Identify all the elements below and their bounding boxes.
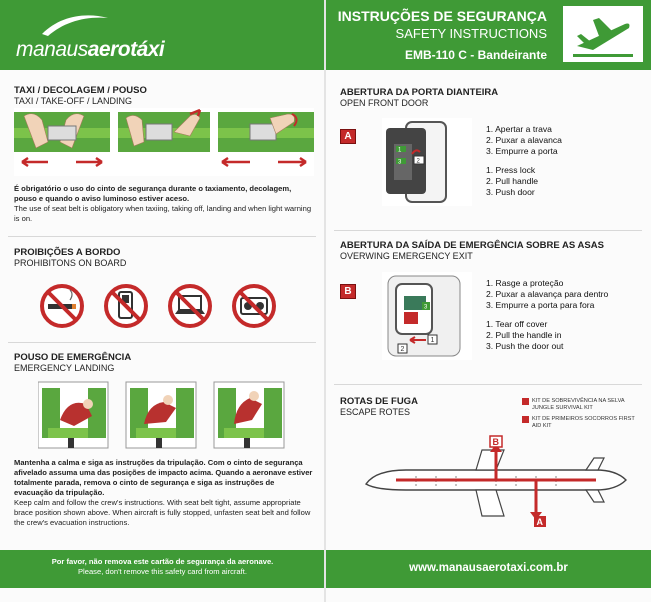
- door-a-label: A: [340, 129, 356, 144]
- front-door-step-pt-3: 3. Empurre a porta: [486, 146, 558, 156]
- taxi-title: TAXI / DECOLAGEM / POUSO: [14, 85, 147, 96]
- title-en: SAFETY INSTRUCTIONS: [395, 26, 547, 41]
- wing-exit-step-en-3: 3. Push the door out: [486, 341, 564, 351]
- wing-exit-step-en-2: 2. Pull the handle in: [486, 330, 562, 340]
- escape-route-map: [356, 432, 636, 532]
- prohibitions-title: PROIBIÇÕES A BORDO: [14, 247, 121, 258]
- emergency-landing-title: POUSO DE EMERGÊNCIA: [14, 352, 132, 363]
- first-aid-kit-icon: [522, 416, 529, 423]
- emergency-landing-text-en: Keep calm and follow the crew's instructions. With seat belt tight, assume appropriate brace position shown above. When aircraft is fully stopped, unfasten seat belt and follow the crew's evacuation instructions.: [14, 498, 311, 527]
- left-panel: [0, 0, 325, 602]
- left-footer-text: [0, 557, 325, 577]
- brace-position-2: [126, 382, 196, 448]
- emergency-landing-text-pt: Mantenha a calma e siga as instruções da tripulação. Com o cinto de segurança afivelado assuma uma das posições de impacto acima. Quando a aeronave estiver totalmente parada, remova o cinto de segurança e siga as instruções de evacuação da tripulação.: [14, 458, 313, 497]
- escape-legend: [522, 398, 642, 430]
- wing-exit-steps: [486, 278, 608, 352]
- exit-a-marker-label: A: [536, 517, 543, 527]
- prohibitions-section: [14, 247, 314, 269]
- brace-position-3: [214, 382, 284, 448]
- footer-text-en: Please, don't remove this safety card from aircraft.: [77, 567, 247, 576]
- departure-plane-box: [563, 6, 643, 62]
- legend-firstaid-text: KIT DE PRIMEIROS SOCORROS FIRST AID KIT: [532, 416, 635, 429]
- wing-exit-section: [340, 240, 640, 262]
- no-smoking-icon: [42, 286, 82, 326]
- taxi-text: [14, 184, 314, 224]
- brand-header: [0, 0, 325, 66]
- wing-exit-mark-2: 2: [400, 346, 405, 353]
- wing-exit-mark-1: 1: [430, 337, 435, 344]
- wing-exit-title: ABERTURA DA SAÍDA DE EMERGÊNCIA SOBRE AS ASAS: [340, 240, 604, 251]
- front-door-mark-3: 3: [398, 159, 402, 166]
- front-door-mark-2: 2: [416, 158, 420, 165]
- prohibitions-subtitle: PROHIBITONS ON BOARD: [14, 258, 127, 268]
- brand-logo: [16, 38, 164, 62]
- website-url[interactable]: www.manausaerotaxi.com.br: [409, 562, 568, 574]
- legend-survival-kit: [522, 398, 642, 412]
- legend-survival-text: KIT DE SOBREVIVÊNCIA NA SELVA JUNGLE SURVIVAL KIT: [532, 398, 625, 411]
- title-pt: INSTRUÇÕES DE SEGURANÇA: [337, 8, 547, 24]
- divider: [334, 384, 642, 385]
- front-door-title: ABERTURA DA PORTA DIANTEIRA: [340, 87, 499, 98]
- front-door-mark-1: 1: [398, 147, 402, 154]
- right-footer: [326, 550, 651, 588]
- wing-exit-illustration: [382, 272, 472, 360]
- escape-subtitle: ESCAPE ROTES: [340, 407, 411, 417]
- belt-tighten-panel: [118, 110, 210, 152]
- divider: [334, 230, 642, 231]
- left-footer: [0, 550, 325, 588]
- no-radio-icon: [234, 286, 274, 326]
- departure-plane-icon: [563, 6, 643, 62]
- survival-kit-icon: [522, 398, 529, 405]
- emergency-landing-text: [14, 458, 314, 528]
- exit-b-label: B: [340, 284, 356, 299]
- front-door-illustration: [382, 118, 472, 206]
- taxi-subtitle: TAXI / TAKE-OFF / LANDING: [14, 96, 133, 106]
- wing-exit-step-pt-2: 2. Puxar a alavança para dentro: [486, 289, 609, 299]
- front-door-step-pt-2: 2. Puxar a alavanca: [486, 135, 562, 145]
- front-door-step-en-1: 1. Press lock: [486, 165, 536, 175]
- emergency-landing-section: [14, 352, 314, 374]
- logo-swoosh-icon: [40, 10, 110, 38]
- exit-b-marker-label: B: [492, 437, 499, 447]
- brace-position-illustration: [38, 380, 288, 452]
- wing-exit-step-pt-1: 1. Rasge a proteção: [486, 278, 564, 288]
- taxi-section: [14, 85, 314, 107]
- front-door-section: [340, 87, 640, 109]
- no-laptop-icon: [170, 286, 210, 326]
- brace-position-1: [38, 382, 108, 448]
- seatbelt-illustration: [14, 108, 314, 176]
- taxi-text-en: The use of seat belt is obligatory when taxiing, taking off, landing and when light warning is on.: [14, 204, 312, 223]
- front-door-steps: [486, 124, 562, 198]
- taxi-text-pt: É obrigatório o uso do cinto de segurança durante o taxiamento, decolagem, pouso e quando o aviso luminoso estiver aceso.: [14, 184, 292, 203]
- front-door-step-en-3: 3. Push door: [486, 187, 535, 197]
- front-door-subtitle: OPEN FRONT DOOR: [340, 98, 429, 108]
- footer-text-pt: Por favor, não remova este cartão de segurança da aeronave.: [51, 557, 274, 566]
- legend-first-aid-kit: [522, 416, 642, 430]
- aircraft-model: EMB-110 C - Bandeirante: [404, 48, 547, 62]
- wing-exit-subtitle: OVERWING EMERGENCY EXIT: [340, 251, 473, 261]
- front-door-step-pt-1: 1. Apertar a trava: [486, 124, 552, 134]
- wing-exit-step-pt-3: 3. Empurre a porta para fora: [486, 300, 595, 310]
- right-panel: [326, 0, 651, 602]
- title-header: [326, 0, 651, 66]
- front-door-step-en-2: 2. Pull handle: [486, 176, 539, 186]
- wing-exit-mark-3: 3: [424, 304, 428, 311]
- header-divider: [326, 66, 651, 70]
- wing-exit-step-en-1: 1. Tear off cover: [486, 319, 548, 329]
- escape-title: ROTAS DE FUGA: [340, 396, 418, 407]
- brand-suffix: aerotáxi: [87, 38, 165, 61]
- divider: [8, 342, 316, 343]
- emergency-landing-subtitle: EMERGENCY LANDING: [14, 363, 115, 373]
- prohibition-signs: [40, 282, 290, 332]
- header-divider: [0, 66, 325, 70]
- divider: [8, 236, 316, 237]
- no-cellphone-icon: [106, 286, 146, 326]
- brand-prefix: manaus: [16, 38, 88, 61]
